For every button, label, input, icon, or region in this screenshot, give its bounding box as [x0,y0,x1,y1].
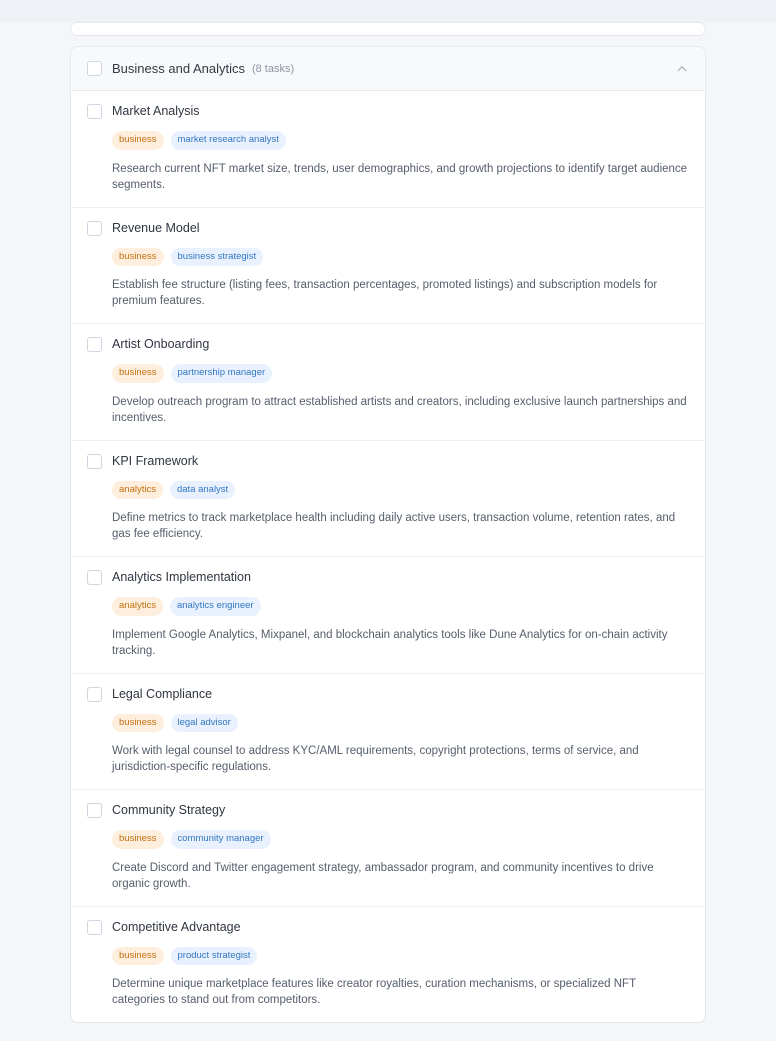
task-description: Research current NFT market size, trends, user demographics, and growth projections to identify target audience segments. [112,162,688,191]
task-category-tag[interactable]: business [112,714,164,733]
task-role-tag[interactable]: business strategist [171,248,264,267]
task-category-tag[interactable]: business [112,830,164,849]
task-description: Define metrics to track marketplace health including daily active users, transaction volume, retention rates, and gas fee efficiency. [112,512,676,540]
task-row[interactable] [71,557,705,674]
group-select-all-checkbox[interactable] [87,61,102,76]
task-checkbox[interactable] [87,570,102,585]
task-tags [112,131,689,150]
task-title: Community Strategy [112,803,226,817]
task-title: Analytics Implementation [112,570,251,584]
task-description: Create Discord and Twitter engagement strategy, ambassador program, and community incentives to drive organic growth. [112,861,654,890]
task-body [112,687,689,776]
task-row[interactable] [71,324,705,441]
task-title: Legal Compliance [112,686,213,701]
task-title: Artist Onboarding [112,337,210,351]
task-category-tag[interactable]: business [112,364,164,383]
task-row[interactable] [71,907,705,1023]
task-group-card [70,46,706,1023]
task-role-tag[interactable]: analytics engineer [170,597,261,616]
task-group-title: Business and Analytics [112,61,245,76]
task-checkbox[interactable] [87,920,102,935]
task-body [112,454,689,543]
task-category-tag[interactable]: business [112,248,164,267]
task-role-tag[interactable]: community manager [171,830,271,849]
task-row[interactable] [71,91,705,208]
task-body [112,221,689,310]
task-tags [112,481,689,500]
task-description: Work with legal counsel to address KYC/AML requirements, copyright protections, terms of service, and jurisdiction-specific regulations. [112,745,639,773]
task-title: Revenue Model [112,220,200,235]
task-role-tag[interactable]: data analyst [170,481,235,500]
task-checkbox[interactable] [87,803,102,818]
task-body [112,570,689,659]
task-tags [112,947,689,966]
task-category-tag[interactable]: business [112,131,164,150]
task-tags [112,597,689,616]
task-row[interactable] [71,674,705,791]
task-category-tag[interactable]: analytics [112,481,163,500]
task-list-page [0,22,776,1041]
previous-group-card-partial[interactable] [70,22,706,36]
task-row[interactable] [71,208,705,325]
task-role-tag[interactable]: partnership manager [171,364,273,383]
task-tags [112,364,689,383]
task-tags [112,714,689,733]
page-bottom-padding [70,1023,706,1041]
task-body [112,337,689,426]
task-body [112,104,689,193]
page-top-strip [0,0,776,22]
task-category-tag[interactable]: analytics [112,597,163,616]
task-checkbox[interactable] [87,337,102,352]
task-description: Develop outreach program to attract established artists and creators, including exclusive launch partnerships and incentives. [112,395,687,424]
task-category-tag[interactable]: business [112,947,164,966]
chevron-up-icon[interactable] [675,62,689,76]
task-tags [112,830,689,849]
task-description: Establish fee structure (listing fees, transaction percentages, promoted listings) and subscription models for premium features. [112,279,658,307]
task-checkbox[interactable] [87,687,102,702]
task-row[interactable] [71,790,705,907]
task-group-count: (8 tasks) [251,62,295,75]
task-title: KPI Framework [112,453,199,468]
task-body [112,920,689,1009]
task-tags [112,248,689,267]
task-row[interactable] [71,441,705,558]
task-checkbox[interactable] [87,104,102,119]
task-role-tag[interactable]: legal advisor [171,714,238,733]
task-description: Implement Google Analytics, Mixpanel, and blockchain analytics tools like Dune Analytics for on-chain activity tracking. [112,628,668,657]
task-checkbox[interactable] [87,221,102,236]
task-role-tag[interactable]: market research analyst [171,131,286,150]
task-description: Determine unique marketplace features like creator royalties, curation mechanisms, or specialized NFT categories to stand out from competitors. [112,978,636,1006]
task-rows [71,91,705,1022]
task-checkbox[interactable] [87,454,102,469]
task-body [112,803,689,892]
task-group-header[interactable] [71,47,705,91]
task-role-tag[interactable]: product strategist [171,947,258,966]
task-title: Market Analysis [112,104,200,118]
task-title: Competitive Advantage [112,919,241,934]
